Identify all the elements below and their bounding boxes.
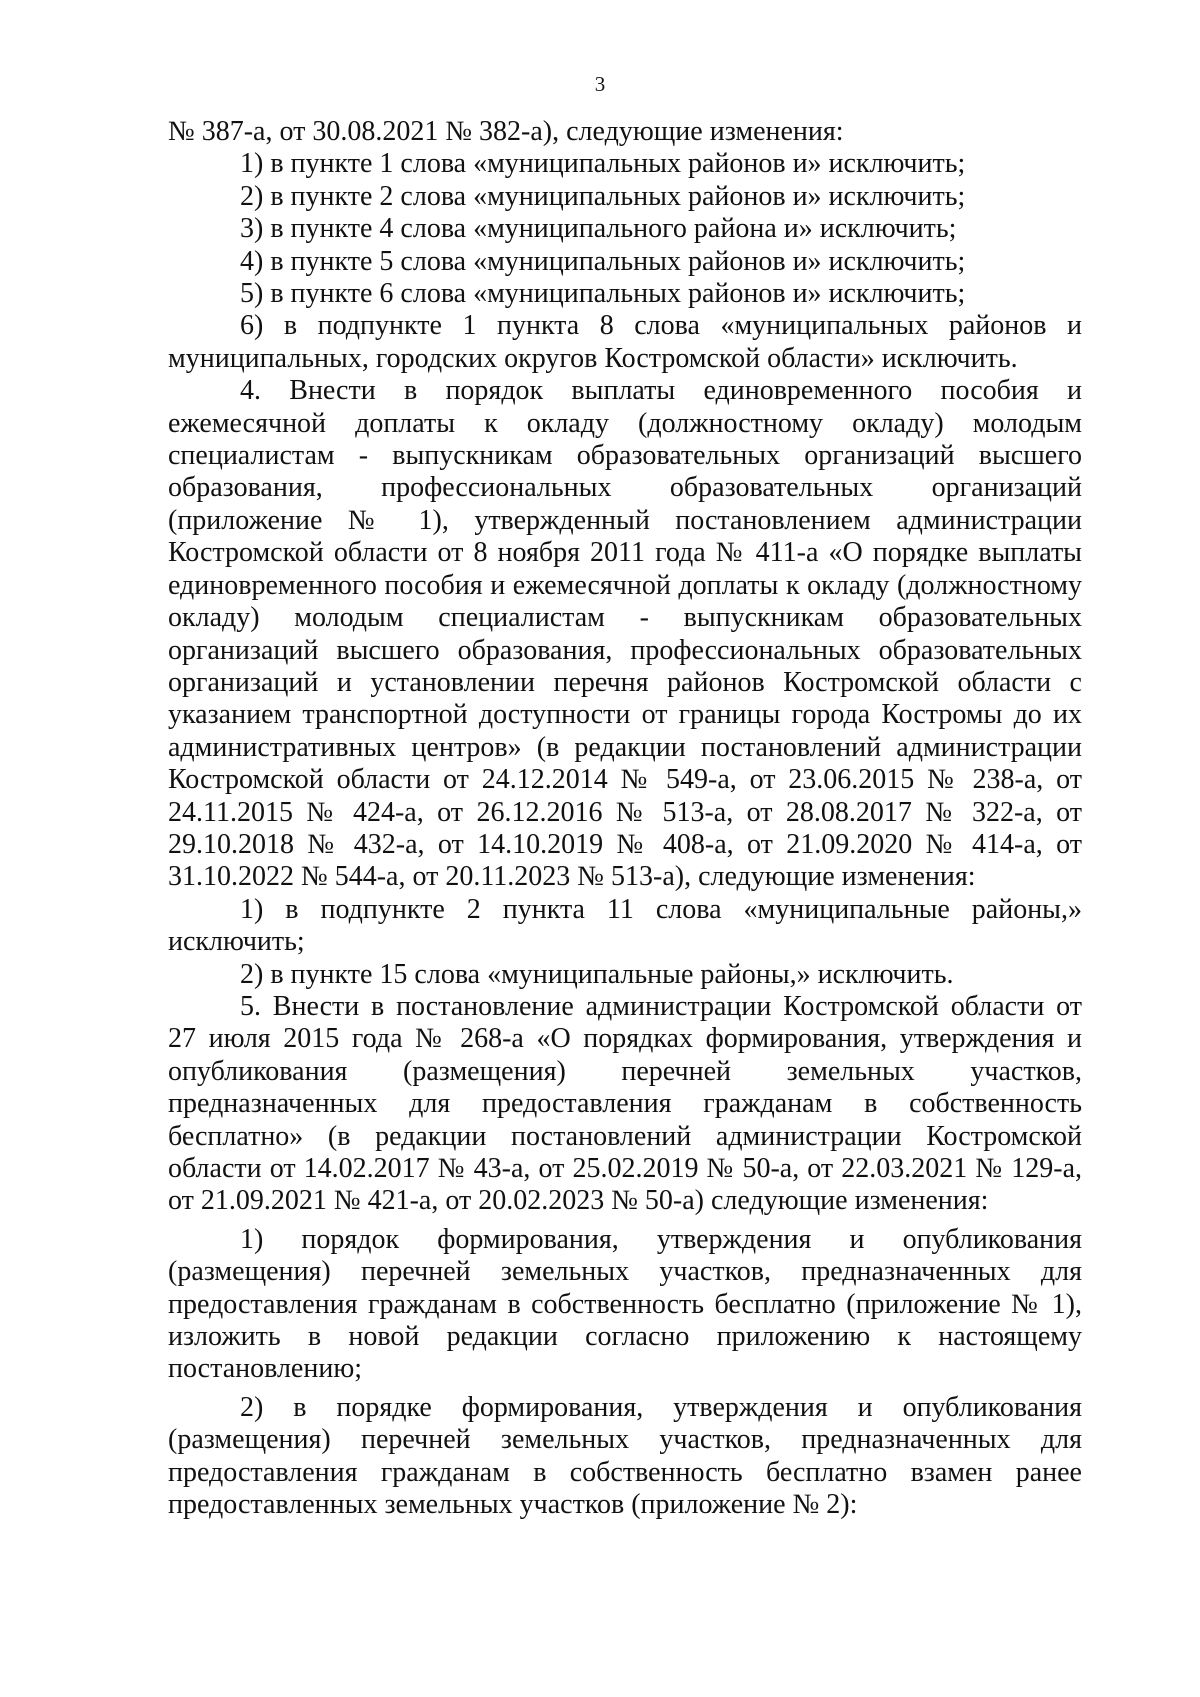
paragraph-section-5-item-2: 2) в порядке формирования, утверждения и опубликования (размещения) перечней земельных участков, предназначенных для предоставления гражданам в собственность бесплатно взамен ранее предоставленных земельных участков (приложение № 2): — [168, 1391, 1082, 1521]
paragraph-continuation: № 387-а, от 30.08.2021 № 382-а), следующие изменения: — [168, 116, 844, 147]
paragraph-item-2: 2) в пункте 2 слова «муниципальных районов и» исключить; — [240, 180, 966, 212]
paragraph-section-5: 5. Внести в постановление администрации Костромской области от 27 июля 2015 года № 268-а «О порядках формирования, утверждения и опубликования (размещения) перечней земельных участков, предназначенных для предоставления гражданам в собственность бесплатно» (в редакции постановлений администрации Костромской области от 14.02.2017 № 43-а, от 25.02.2019 № 50-а, от 22.03.2021 № 129-а, от 21.09.2021 № 421-а, от 20.02.2023 № 50-а) следующие изменения: — [168, 990, 1082, 1217]
paragraph-item-6: 6) в подпункте 1 пункта 8 слова «муниципальных районов и муниципальных, городских округов Костромской области» исключить. — [168, 310, 1082, 374]
paragraph-item-1: 1) в пункте 1 слова «муниципальных районов и» исключить; — [240, 148, 966, 180]
paragraph-section-4: 4. Внести в порядок выплаты единовременного пособия и ежемесячной доплаты к окладу (должностному окладу) молодым специалистам - выпускникам образовательных организаций высшего образования, профессиональных образовательных организаций (приложение № 1), утвержденный постановлением администрации Костромской области от 8 ноября 2011 года № 411-а «О порядке выплаты единовременного пособия и ежемесячной доплаты к окладу (должностному окладу) молодым специалистам - выпускникам образовательных организаций высшего образования, профессиональных образовательных организаций и установлении перечня районов Костромской области с указанием транспортной доступности от границы города Костромы до их административных центров» (в редакции постановлений администрации Костромской области от 24.12.2014 № 549-а, от 23.06.2015 № 238-а, от 24.11.2015 № 424-а, от 26.12.2016 № 513-а, от 28.08.2017 № 322-а, от 29.10.2018 № 432-а, от 14.10.2019 № 408-а, от 21.09.2020 № 414-а, от 31.10.2022 № 544-а, от 20.11.2023 № 513-а), следующие изменения: — [168, 375, 1082, 893]
paragraph-section-4-item-2: 2) в пункте 15 слова «муниципальные районы,» исключить. — [240, 958, 954, 990]
paragraph-section-4-item-1: 1) в подпункте 2 пункта 11 слова «муниципальные районы,» исключить; — [168, 893, 1082, 958]
paragraph-item-5: 5) в пункте 6 слова «муниципальных районов и» исключить; — [240, 278, 966, 310]
document-body — [168, 116, 1082, 1521]
paragraph-item-3: 3) в пункте 4 слова «муниципального района и» исключить; — [240, 213, 957, 245]
paragraph-section-5-item-1: 1) порядок формирования, утверждения и опубликования (размещения) перечней земельных участков, предназначенных для предоставления гражданам в собственность бесплатно (приложение № 1), изложить в новой редакции согласно приложению к настоящему постановлению; — [168, 1223, 1082, 1385]
paragraph-item-4: 4) в пункте 5 слова «муниципальных районов и» исключить; — [240, 245, 966, 277]
page-number: 3 — [594, 72, 606, 96]
